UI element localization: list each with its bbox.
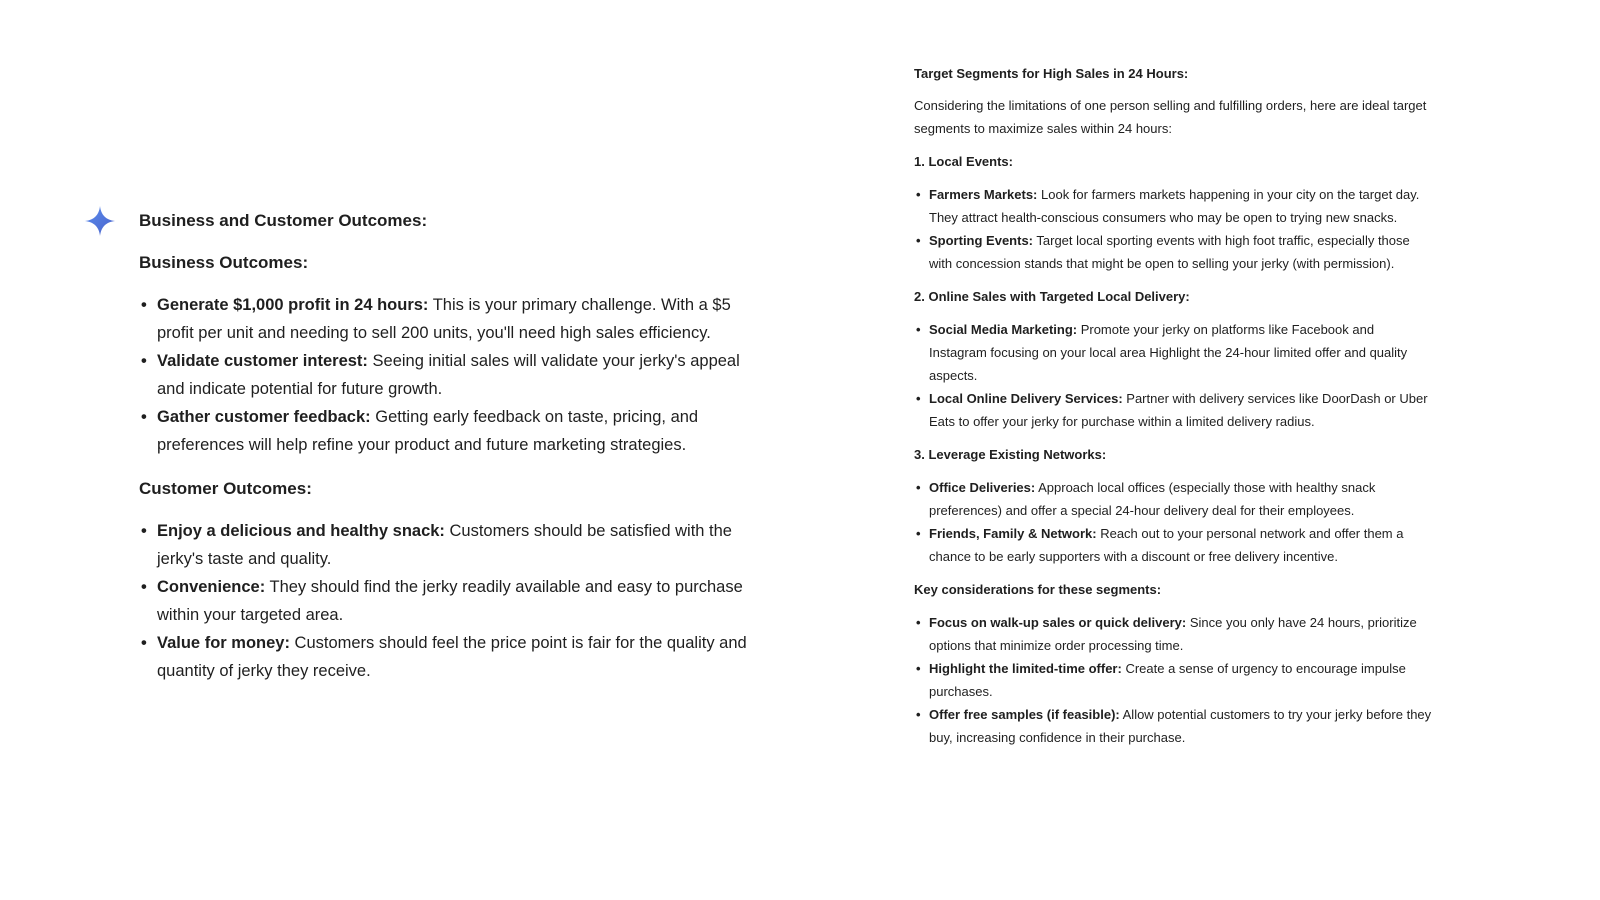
list-item — [914, 476, 1434, 522]
online-sales-list — [914, 318, 1434, 433]
item-text: Seeing initial sales will validate your jerky's appeal and indicate potential for future growth. — [157, 352, 740, 398]
list-item — [139, 347, 764, 403]
response-title: Business and Customer Outcomes: — [139, 211, 428, 230]
item-label: Validate customer interest: — [157, 352, 368, 370]
list-item — [139, 517, 764, 573]
list-item — [914, 522, 1434, 568]
item-text: Allow potential customers to try your jerky before they buy, increasing confidence in their purchase. — [929, 707, 1432, 745]
section-heading-local-events: 1. Local Events: — [914, 154, 1013, 169]
item-label: Local Online Delivery Services: — [929, 391, 1123, 406]
customer-outcomes-heading: Customer Outcomes: — [139, 479, 312, 498]
target-segments-intro: Considering the limitations of one person selling and fulfilling orders, here are ideal target segments to maximize sales within 24 hours: — [914, 98, 1427, 136]
item-text: Customers should feel the price point is fair for the quality and quantity of jerky they receive. — [157, 634, 747, 680]
item-label: Focus on walk-up sales or quick delivery: — [929, 615, 1187, 630]
item-label: Enjoy a delicious and healthy snack: — [157, 522, 445, 540]
business-outcomes-heading: Business Outcomes: — [139, 253, 309, 272]
list-item — [914, 183, 1434, 229]
item-text: Partner with delivery services like DoorDash or Uber Eats to offer your jerky for purchase within a limited delivery radius. — [929, 391, 1428, 429]
item-text: Reach out to your personal network and offer them a chance to be early supporters with a discount or free delivery incentive. — [929, 526, 1404, 564]
list-item — [139, 403, 764, 459]
item-label: Gather customer feedback: — [157, 408, 371, 426]
item-text: Create a sense of urgency to encourage impulse purchases. — [929, 661, 1406, 699]
business-outcomes-list — [139, 291, 764, 459]
item-text: They should find the jerky readily available and easy to purchase within your targeted area. — [157, 578, 743, 624]
local-events-list — [914, 183, 1434, 275]
item-label: Friends, Family & Network: — [929, 526, 1097, 541]
item-text: Promote your jerky on platforms like Facebook and Instagram focusing on your local area Highlight the 24-hour limited offer and quality aspects. — [929, 322, 1408, 383]
item-label: Farmers Markets: — [929, 187, 1038, 202]
item-text: Approach local offices (especially those with healthy snack preferences) and offer a special 24-hour delivery deal for their employees. — [929, 480, 1376, 518]
customer-outcomes-list — [139, 517, 764, 685]
existing-networks-list — [914, 476, 1434, 568]
item-label: Sporting Events: — [929, 233, 1034, 248]
item-text: Getting early feedback on taste, pricing, and preferences will help refine your product and future marketing strategies. — [157, 408, 699, 454]
list-item — [914, 657, 1434, 703]
target-segments-title: Target Segments for High Sales in 24 Hours: — [914, 66, 1189, 81]
right-response-panel — [914, 64, 1434, 759]
section-heading-existing-networks: 3. Leverage Existing Networks: — [914, 447, 1107, 462]
item-text: Target local sporting events with high foot traffic, especially those with concession stands that might be open to selling your jerky (with permission). — [929, 233, 1410, 271]
item-label: Value for money: — [157, 634, 290, 652]
item-label: Generate $1,000 profit in 24 hours: — [157, 296, 429, 314]
key-considerations-list — [914, 611, 1434, 749]
gemini-spark-icon — [84, 205, 116, 237]
item-text: Since you only have 24 hours, prioritize options that minimize order processing time. — [929, 615, 1417, 653]
left-content — [139, 209, 764, 685]
list-item — [914, 318, 1434, 387]
item-label: Office Deliveries: — [929, 480, 1036, 495]
section-heading-online-sales: 2. Online Sales with Targeted Local Delivery: — [914, 289, 1190, 304]
list-item — [139, 291, 764, 347]
item-text: Look for farmers markets happening in your city on the target day. They attract health-conscious consumers who may be open to trying new snacks. — [929, 187, 1420, 225]
item-text: Customers should be satisfied with the jerky's taste and quality. — [157, 522, 732, 568]
item-label: Offer free samples (if feasible): — [929, 707, 1120, 722]
item-label: Convenience: — [157, 578, 266, 596]
list-item — [139, 629, 764, 685]
item-label: Social Media Marketing: — [929, 322, 1078, 337]
left-response-panel — [84, 205, 764, 703]
list-item — [914, 611, 1434, 657]
item-text: This is your primary challenge. With a $5 profit per unit and needing to sell 200 units, you'll need high sales efficiency. — [157, 296, 731, 342]
item-label: Highlight the limited-time offer: — [929, 661, 1122, 676]
list-item — [139, 573, 764, 629]
list-item — [914, 387, 1434, 433]
section-heading-key-considerations: Key considerations for these segments: — [914, 582, 1162, 597]
list-item — [914, 229, 1434, 275]
list-item — [914, 703, 1434, 749]
